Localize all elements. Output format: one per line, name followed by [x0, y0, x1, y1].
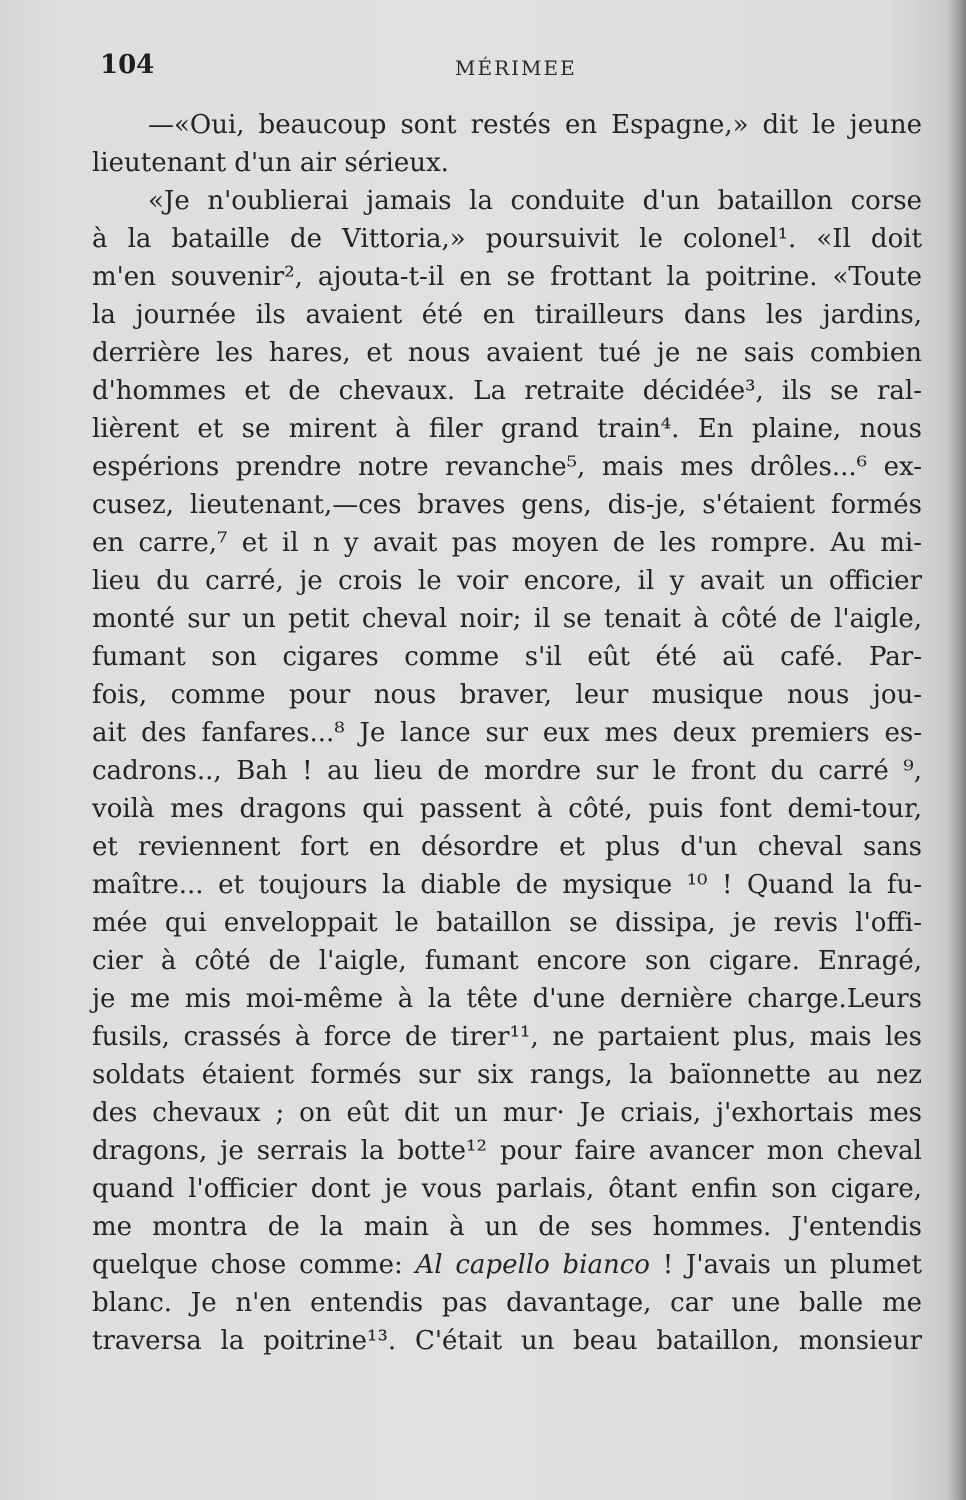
text-span: ! J'avais un plumet [662, 1250, 923, 1280]
page-header [100, 50, 920, 86]
text-line: d'hommes et de chevaux. La retraite décidée³, ils se ral- [92, 376, 922, 406]
text-line: fois, comme pour nous braver, leur musique nous jou- [92, 680, 922, 710]
text-line: je me mis moi-même à la tête d'une dernière charge.Leurs [92, 984, 922, 1014]
text-line: lieutenant d'un air sérieux. [92, 148, 449, 178]
text-line: me montra de la main à un de ses hommes. J'entendis [92, 1212, 922, 1242]
text-line: traversa la poitrine¹³. C'était un beau bataillon, monsieur [92, 1326, 922, 1356]
text-line: maître... et toujours la diable de mysique ¹⁰ ! Quand la fu- [92, 870, 922, 900]
text-line: des chevaux ; on eût dit un mur· Je criais, j'exhortais mes [92, 1098, 922, 1128]
text-line: dragons, je serrais la botte¹² pour faire avancer mon cheval [92, 1136, 922, 1166]
running-head: MÉRIMEE [455, 56, 577, 80]
page-edge-shadow [948, 0, 966, 1500]
text-line: lieu du carré, je crois le voir encore, il y avait un officier [92, 566, 922, 596]
text-line: blanc. Je n'en entendis pas davantage, car une balle me [92, 1288, 922, 1318]
text-span: quelque chose comme: [92, 1250, 403, 1280]
text-line: cadrons.., Bah ! au lieu de mordre sur le front du carré ⁹, [92, 756, 922, 786]
text-line: derrière les hares, et nous avaient tué je ne sais combien [92, 338, 922, 368]
text-line: fusils, crassés à force de tirer¹¹, ne partaient plus, mais les [92, 1022, 922, 1052]
text-line: en carre,⁷ et il n y avait pas moyen de les rompre. Au mi- [92, 528, 922, 558]
italic-phrase: Al capello bianco [415, 1250, 650, 1280]
text-line: —«Oui, beaucoup sont restés en Espagne,» dit le jeune [148, 110, 922, 140]
text-line: cier à côté de l'aigle, fumant encore son cigare. Enragé, [92, 946, 922, 976]
text-line: monté sur un petit cheval noir; il se tenait à côté de l'aigle, [92, 604, 922, 634]
text-line: voilà mes dragons qui passent à côté, puis font demi-tour, [92, 794, 922, 824]
text-line: m'en souvenir², ajouta-t-il en se frottant la poitrine. «Toute [92, 262, 922, 292]
text-line: lièrent et se mirent à filer grand train⁴. En plaine, nous [92, 414, 922, 444]
text-line-mixed [92, 1246, 922, 1284]
text-line: à la bataille de Vittoria,» poursuivit le colonel¹. «Il doit [92, 224, 922, 254]
text-line: espérions prendre notre revanche⁵, mais mes drôles...⁶ ex- [92, 452, 922, 482]
text-line: ait des fanfares...⁸ Je lance sur eux mes deux premiers es- [92, 718, 922, 748]
text-line: quand l'officier dont je vous parlais, ôtant enfin son cigare, [92, 1174, 922, 1204]
text-line: mée qui enveloppait le bataillon se dissipa, je revis l'offi- [92, 908, 922, 938]
text-line: la journée ils avaient été en tirailleurs dans les jardins, [92, 300, 922, 330]
page-number: 104 [100, 50, 155, 80]
text-line: et reviennent fort en désordre et plus d'un cheval sans [92, 832, 922, 862]
text-line: «Je n'oublierai jamais la conduite d'un bataillon corse [148, 186, 922, 216]
text-line: soldats étaient formés sur six rangs, la baïonnette au nez [92, 1060, 922, 1090]
text-line: fumant son cigares comme s'il eût été aü café. Par- [92, 642, 922, 672]
text-line: cusez, lieutenant,—ces braves gens, dis-je, s'étaient formés [92, 490, 922, 520]
